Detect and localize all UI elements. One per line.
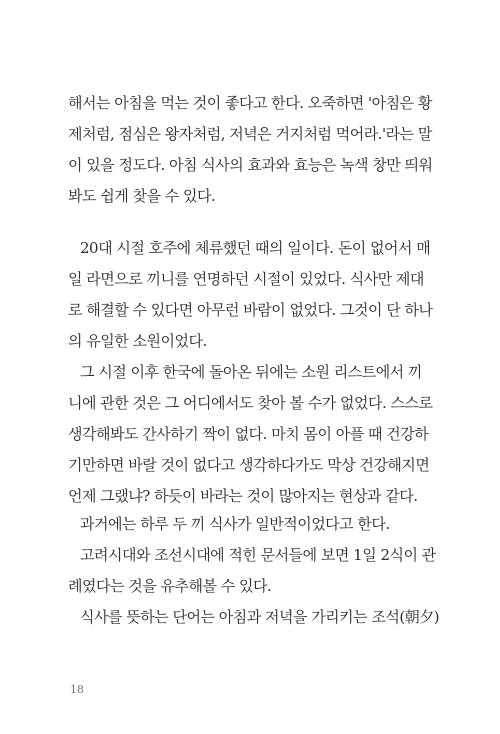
text-line: 20대 시절 호주에 체류했던 때의 일이다. 돈이 없어서 매 [80, 239, 431, 257]
text-line: 의 유일한 소원이었다. [68, 332, 207, 350]
text-line: 일 라면으로 끼니를 연명하던 시절이 있었다. 식사만 제대 [68, 270, 424, 288]
text-line: 언제 그랬냐? 하듯이 바라는 것이 많아지는 현상과 같다. [68, 487, 418, 505]
page-number: 18 [70, 683, 84, 696]
text-line: 해서는 아침을 먹는 것이 좋다고 한다. 오죽하면 '아침은 황 [68, 94, 432, 112]
text-line: 식사를 뜻하는 단어는 아침과 저녁을 가리키는 조석(朝夕) [80, 608, 440, 626]
text-line: 고려시대와 조선시대에 적힌 문서들에 보면 1일 2식이 관 [80, 546, 436, 564]
text-line: 례였다는 것을 유추해볼 수 있다. [68, 577, 272, 595]
text-line: 이 있을 정도다. 아침 식사의 효과와 효능은 녹색 창만 띄워 [68, 156, 433, 174]
paragraph-wish-list [68, 357, 448, 512]
text-line: 로 해결할 수 있다면 아무런 바람이 없었다. 그것이 단 하나 [68, 301, 433, 319]
text-line: 봐도 쉽게 찾을 수 있다. [68, 187, 216, 205]
text-line: 생각해봐도 간사하기 짝이 없다. 마치 몸이 아플 때 건강하 [68, 425, 429, 443]
text-line: 제처럼, 점심은 왕자처럼, 저녁은 거지처럼 먹어라.'라는 말 [68, 125, 432, 143]
paragraph-australia-memory [68, 233, 448, 357]
text-line: 기만하면 바랄 것이 없다고 생각하다가도 막상 건강해지면 [68, 456, 430, 474]
paragraph-breakfast-benefits [68, 88, 448, 212]
paragraph-goryeo-joseon [68, 540, 448, 602]
text-line: 니에 관한 것은 그 어디에서도 찾아 볼 수가 없었다. 스스로 [68, 394, 433, 412]
paragraph-two-meals [68, 509, 448, 540]
paragraph-meal-word [68, 602, 448, 633]
text-line: 그 시절 이후 한국에 돌아온 뒤에는 소원 리스트에서 끼 [80, 363, 422, 381]
text-line: 과거에는 하루 두 끼 식사가 일반적이었다고 한다. [80, 515, 390, 533]
